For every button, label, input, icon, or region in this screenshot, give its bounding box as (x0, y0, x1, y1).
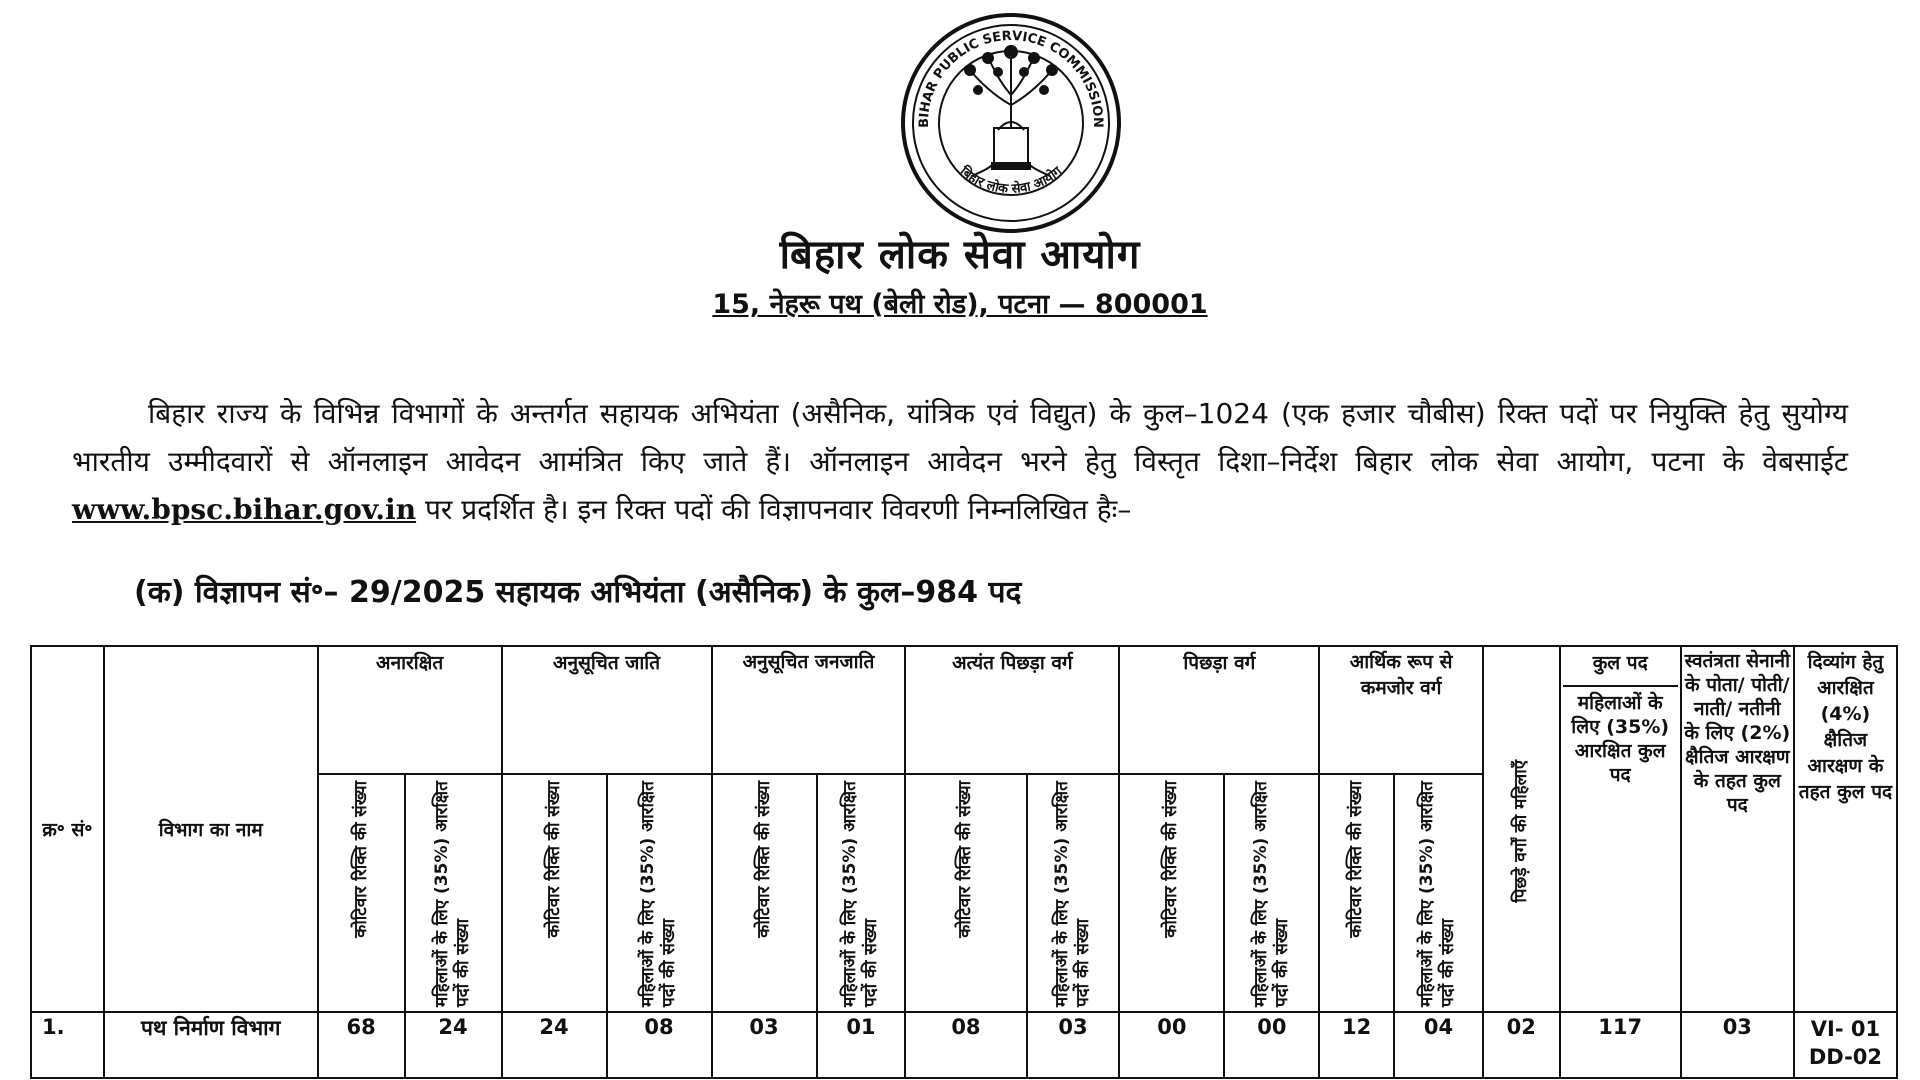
group-header-bc: पिछड़ा वर्ग (1119, 646, 1319, 774)
group-header-ebc: अत्यंत पिछड़ा वर्ग (905, 646, 1119, 774)
sub-header-women (1027, 774, 1120, 1012)
intro-paragraph (72, 390, 1848, 534)
sub-women-label: महिलाओं के लिए (35%) आरक्षित पदों की संख्या (432, 781, 474, 1007)
cell-sc-vacancy: 24 (502, 1012, 607, 1078)
sub-header-vacancy (318, 774, 405, 1012)
sub-header-vacancy (1119, 774, 1224, 1012)
sub-vacancy-label: कोटिवार रिक्ति की संख्या (1161, 781, 1182, 938)
col-header-bc-women (1483, 646, 1560, 1012)
advertisement-heading: (क) विज्ञापन सं॰– 29/2025 सहायक अभियंता (असैनिक) के कुल–984 पद (134, 575, 1022, 610)
col-header-total (1560, 646, 1681, 1012)
cell-bc-women-total: 02 (1483, 1012, 1560, 1078)
sub-vacancy-label: कोटिवार रिक्ति की संख्या (753, 781, 774, 938)
divyang-dd: DD-02 (1808, 1045, 1883, 1069)
cell-st-vacancy: 03 (712, 1012, 817, 1078)
cell-total: 117 (1560, 1012, 1681, 1078)
sub-header-vacancy (712, 774, 817, 1012)
cell-bc-women: 00 (1224, 1012, 1319, 1078)
intro-text-1: बिहार राज्य के विभिन्न विभागों के अन्तर्गत सहायक अभियंता (असैनिक, यांत्रिक एवं विद्युत) के कुल–1024 (एक हजार चौबीस) रिक्त पदों पर नियुक्ति हेतु सुयोग्य भारतीय उम्मीदवारों से ऑनलाइन आवेदन आमंत्रित किए जाते हैं। ऑनलाइन आवेदन भरने हेतु विस्तृत दिशा–निर्देश बिहार लोक सेवा आयोग, पटना के वेबसाईट (72, 397, 1848, 478)
seal-text-bottom: बिहार लोक सेवा आयोग (956, 164, 1066, 197)
group-header-sc: अनुसूचित जाति (502, 646, 712, 774)
cell-ews-women: 04 (1394, 1012, 1483, 1078)
intro-text-2: पर प्रदर्शित है। इन रिक्त पदों की विज्ञापनवार विवरणी निम्नलिखित हैः– (424, 493, 1132, 526)
sub-vacancy-label: कोटिवार रिक्ति की संख्या (1346, 781, 1367, 938)
total-women-label: महिलाओं के लिए (35%) आरक्षित कुल पद (1563, 685, 1678, 787)
sub-vacancy-label: कोटिवार रिक्ति की संख्या (955, 781, 976, 938)
cell-ur-women: 24 (405, 1012, 502, 1078)
website-link[interactable]: www.bpsc.bihar.gov.in (72, 493, 417, 526)
col-header-divyang: दिव्यांग हेतु आरक्षित (4%) क्षैतिज आरक्षण के तहत कुल पद (1794, 646, 1897, 1012)
cell-divyang (1794, 1012, 1897, 1078)
sub-header-women (817, 774, 906, 1012)
seal-text-top: BIHAR PUBLIC SERVICE COMMISSION (916, 28, 1106, 128)
group-header-st: अनुसूचित जनजाति (712, 646, 906, 774)
cell-ews-vacancy: 12 (1319, 1012, 1394, 1078)
col-header-freedom-fighter: स्वतंत्रता सेनानी के पोता/ पोती/ नाती/ नतीनी के लिए (2%) क्षैतिज आरक्षण के तहत कुल पद (1681, 646, 1794, 1012)
group-header-ews: आर्थिक रूप से कमजोर वर्ग (1319, 646, 1483, 774)
cell-sc-women: 08 (607, 1012, 712, 1078)
table-row (31, 1012, 1897, 1078)
cell-bc-vacancy: 00 (1119, 1012, 1224, 1078)
sub-header-vacancy (502, 774, 607, 1012)
sub-header-vacancy (905, 774, 1026, 1012)
page-title: बिहार लोक सेवा आयोग (779, 232, 1141, 278)
cell-dept: पथ निर्माण विभाग (104, 1012, 318, 1078)
group-header-unreserved: अनारक्षित (318, 646, 502, 774)
cell-ebc-vacancy: 08 (905, 1012, 1026, 1078)
cell-freedom-fighter: 03 (1681, 1012, 1794, 1078)
col-header-sn: क्र॰ सं॰ (31, 646, 104, 1012)
sub-vacancy-label: कोटिवार रिक्ति की संख्या (543, 781, 564, 938)
sub-header-women (1224, 774, 1319, 1012)
sub-women-label: महिलाओं के लिए (35%) आरक्षित पदों की संख्या (638, 781, 679, 1007)
col-header-dept: विभाग का नाम (104, 646, 318, 1012)
total-label: कुल पद (1592, 652, 1648, 674)
bc-women-label: पिछड़े वर्गों की महिलाएँ (1510, 759, 1531, 903)
sub-women-label: महिलाओं के लिए (35%) आरक्षित पदों की संख्या (1250, 781, 1292, 1007)
sub-women-label: महिलाओं के लिए (35%) आरक्षित पदों की संख्या (1051, 781, 1093, 1007)
sub-header-vacancy (1319, 774, 1394, 1012)
divyang-vi: VI- 01 (1810, 1017, 1881, 1041)
vacancy-table (30, 645, 1898, 1079)
sub-vacancy-label: कोटिवार रिक्ति की संख्या (350, 781, 371, 938)
sub-women-label: महिलाओं के लिए (35%) आरक्षित पदों की संख्या (839, 781, 881, 1007)
cell-sn: 1. (31, 1012, 104, 1078)
sub-header-women (607, 774, 712, 1012)
sub-women-label: महिलाओं के लिए (35%) आरक्षित पदों की संख्या (1417, 781, 1459, 1007)
cell-st-women: 01 (817, 1012, 906, 1078)
bpsc-seal-logo (898, 10, 1124, 236)
cell-ur-vacancy: 68 (318, 1012, 405, 1078)
office-address: 15, नेहरू पथ (बेली रोड), पटना — 800001 (712, 289, 1208, 320)
sub-header-women (405, 774, 502, 1012)
sub-header-women (1394, 774, 1483, 1012)
cell-ebc-women: 03 (1027, 1012, 1120, 1078)
